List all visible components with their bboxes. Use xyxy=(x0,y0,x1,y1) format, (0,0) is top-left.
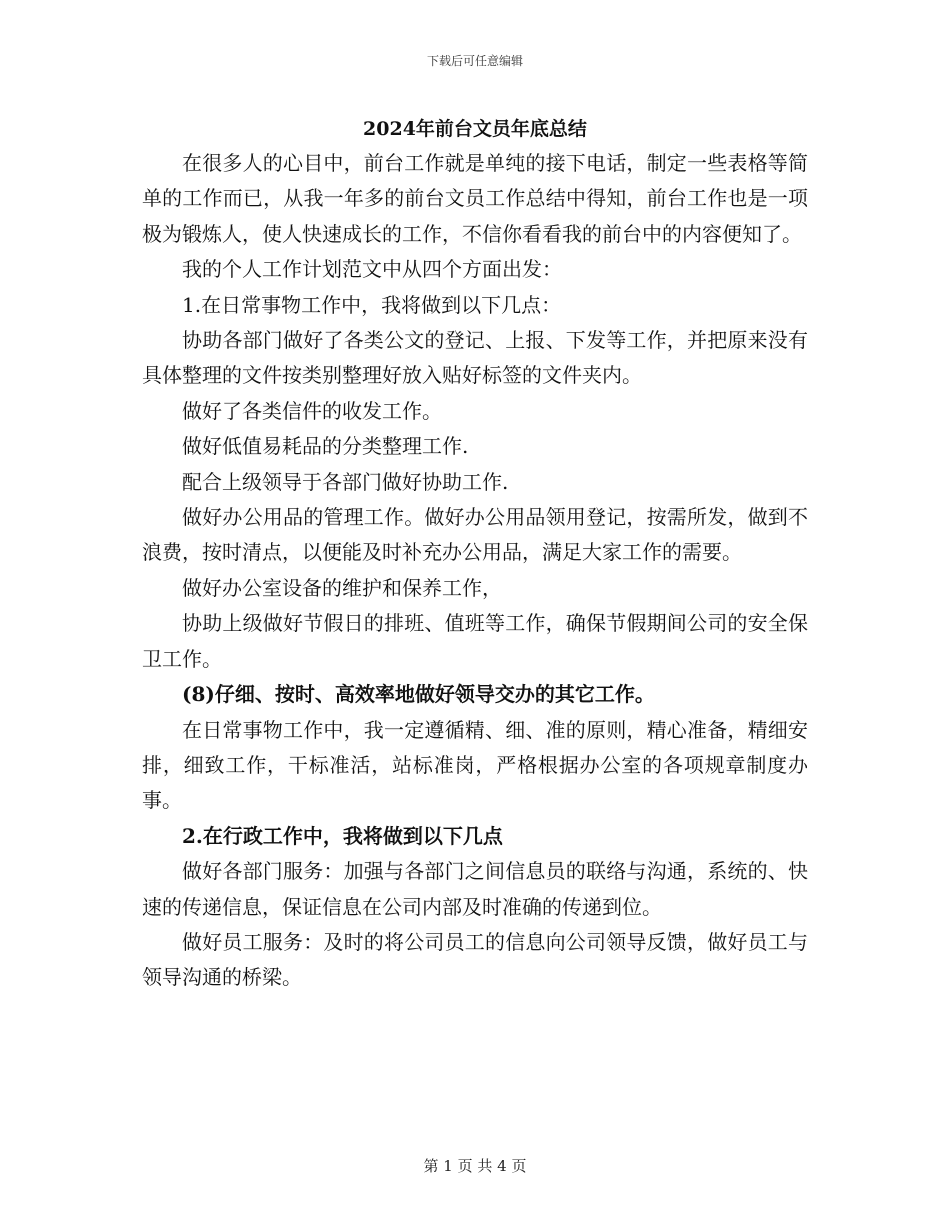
body-paragraph: 我的个人工作计划范文中从四个方面出发： xyxy=(182,257,562,282)
body-paragraph: 配合上级领导于各部门做好协助工作. xyxy=(182,469,509,494)
body-paragraph: 做好办公用品的管理工作。做好办公用品领用登记，按需所发，做到不浪费，按时清点，以便能及时补充办公用品，满足大家工作的需要。 xyxy=(142,505,808,565)
body-paragraph: 做好各部门服务：加强与各部门之间信息员的联络与沟通，系统的、快速的传递信息，保证信息在公司内部及时准确的传递到位。 xyxy=(142,859,808,919)
section-heading: 2.在行政工作中，我将做到以下几点 xyxy=(182,823,503,848)
body-paragraph: 在日常事物工作中，我一定遵循精、细、准的原则，精心准备，精细安排，细致工作，干标准活，站标准岗，严格根据办公室的各项规章制度办事。 xyxy=(142,717,808,813)
document-title: 2024年前台文员年底总结 xyxy=(363,118,587,140)
body-paragraph: 做好了各类信件的收发工作。 xyxy=(182,398,442,423)
document-body xyxy=(142,146,808,996)
body-paragraph: 协助上级做好节假日的排班、值班等工作，确保节假期间公司的安全保卫工作。 xyxy=(142,611,808,671)
section-heading: (8)仔细、按时、高效率地做好领导交办的其它工作。 xyxy=(182,682,655,707)
body-paragraph: 做好员工服务：及时的将公司员工的信息向公司领导反馈，做好员工与领导沟通的桥梁。 xyxy=(142,929,808,990)
page-header-note: 下载后可任意编辑 xyxy=(426,54,523,68)
body-paragraph: 做好低值易耗品的分类整理工作. xyxy=(182,434,469,459)
body-paragraph: 协助各部门做好了各类公文的登记、上报、下发等工作，并把原来没有具体整理的文件按类别整理好放入贴好标签的文件夹内。 xyxy=(142,328,808,388)
body-paragraph: 做好办公室设备的维护和保养工作， xyxy=(182,575,502,600)
body-paragraph: 1.在日常事物工作中，我将做到以下几点： xyxy=(182,292,562,317)
body-paragraph: 在很多人的心目中，前台工作就是单纯的接下电话，制定一些表格等简单的工作而已，从我一年多的前台文员工作总结中得知，前台工作也是一项极为锻炼人，使人快速成长的工作，不信你看看我的前台中的内容便知了。 xyxy=(142,151,808,246)
page-number: 第 1 页 共 4 页 xyxy=(423,1157,527,1175)
